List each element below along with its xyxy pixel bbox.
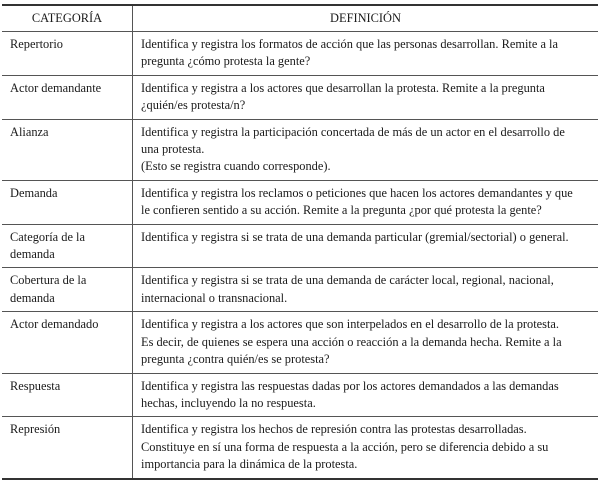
definition-line: Identifica y registra los hechos de represión contra las protestas desarrolladas. [141, 422, 527, 437]
definition-line: le confieren sentido a su acción. Remite a la pregunta ¿por qué protesta la gente? [141, 203, 542, 218]
definition-line: Identifica y registra a los actores que son interpelados en el desarrollo de la protesta. [141, 317, 560, 332]
definition-line: Identifica y registra la participación concertada de más de un actor en el desarrollo de [141, 124, 565, 139]
category-cell: Cobertura de la demanda [2, 268, 133, 312]
definition-line: Identifica y registra los reclamos o peticiones que hacen los actores demandantes y que [141, 185, 573, 200]
definition-line: Identifica y registra si se trata de una demanda particular (gremial/sectorial) o general. [141, 229, 569, 244]
definition-line: pregunta ¿cómo protesta la gente? [141, 54, 311, 69]
table-row [2, 119, 598, 180]
table-header-row [2, 5, 598, 32]
table-row [2, 224, 598, 268]
definition-line: importancia para la dinámica de la protesta. [141, 457, 358, 472]
table-row [2, 373, 598, 417]
definition-line: Identifica y registra a los actores que desarrollan la protesta. Remite a la pregunta [141, 80, 545, 95]
definition-cell [133, 373, 599, 417]
definition-line: Identifica y registra si se trata de una demanda de carácter local, regional, nacional, [141, 273, 554, 288]
definition-cell [133, 32, 599, 76]
definition-line: Identifica y registra las respuestas dadas por los actores demandados a las demandas [141, 378, 559, 393]
table-row [2, 268, 598, 312]
definition-cell [133, 180, 599, 224]
definition-cell [133, 224, 599, 268]
definition-line: ¿quién/es protesta/n? [141, 98, 246, 113]
category-cell: Represión [2, 417, 133, 479]
table-row [2, 32, 598, 76]
definition-cell [133, 119, 599, 180]
header-definition: DEFINICIÓN [330, 11, 401, 25]
definition-line: una protesta. [141, 142, 205, 157]
category-cell: Repertorio [2, 32, 133, 76]
definition-line: pregunta ¿contra quién/es se protesta? [141, 352, 330, 367]
definition-line: internacional o transnacional. [141, 290, 288, 305]
definition-cell [133, 312, 599, 373]
category-cell: Actor demandado [2, 312, 133, 373]
definition-cell [133, 75, 599, 119]
definition-line: Constituye en sí una forma de respuesta a la acción, pero se diferencia debido a su [141, 439, 549, 454]
category-cell: Demanda [2, 180, 133, 224]
definition-line: Identifica y registra los formatos de acción que las personas desarrollan. Remite a la [141, 37, 558, 51]
table-row [2, 180, 598, 224]
category-cell: Actor demandante [2, 75, 133, 119]
definition-line: (Esto se registra cuando corresponde). [141, 159, 331, 174]
table-row [2, 312, 598, 373]
table-row [2, 417, 598, 479]
table-row [2, 75, 598, 119]
category-cell: Respuesta [2, 373, 133, 417]
definition-line: Es decir, de quienes se espera una acción o reacción a la demanda hecha. Remite a la [141, 334, 562, 349]
header-category: CATEGORÍA [2, 5, 133, 32]
definition-cell [133, 417, 599, 479]
definition-line: hechas, incluyendo la no respuesta. [141, 395, 316, 410]
category-cell: Categoría de la demanda [2, 224, 133, 268]
definition-cell [133, 268, 599, 312]
category-cell: Alianza [2, 119, 133, 180]
categories-table [2, 4, 598, 480]
